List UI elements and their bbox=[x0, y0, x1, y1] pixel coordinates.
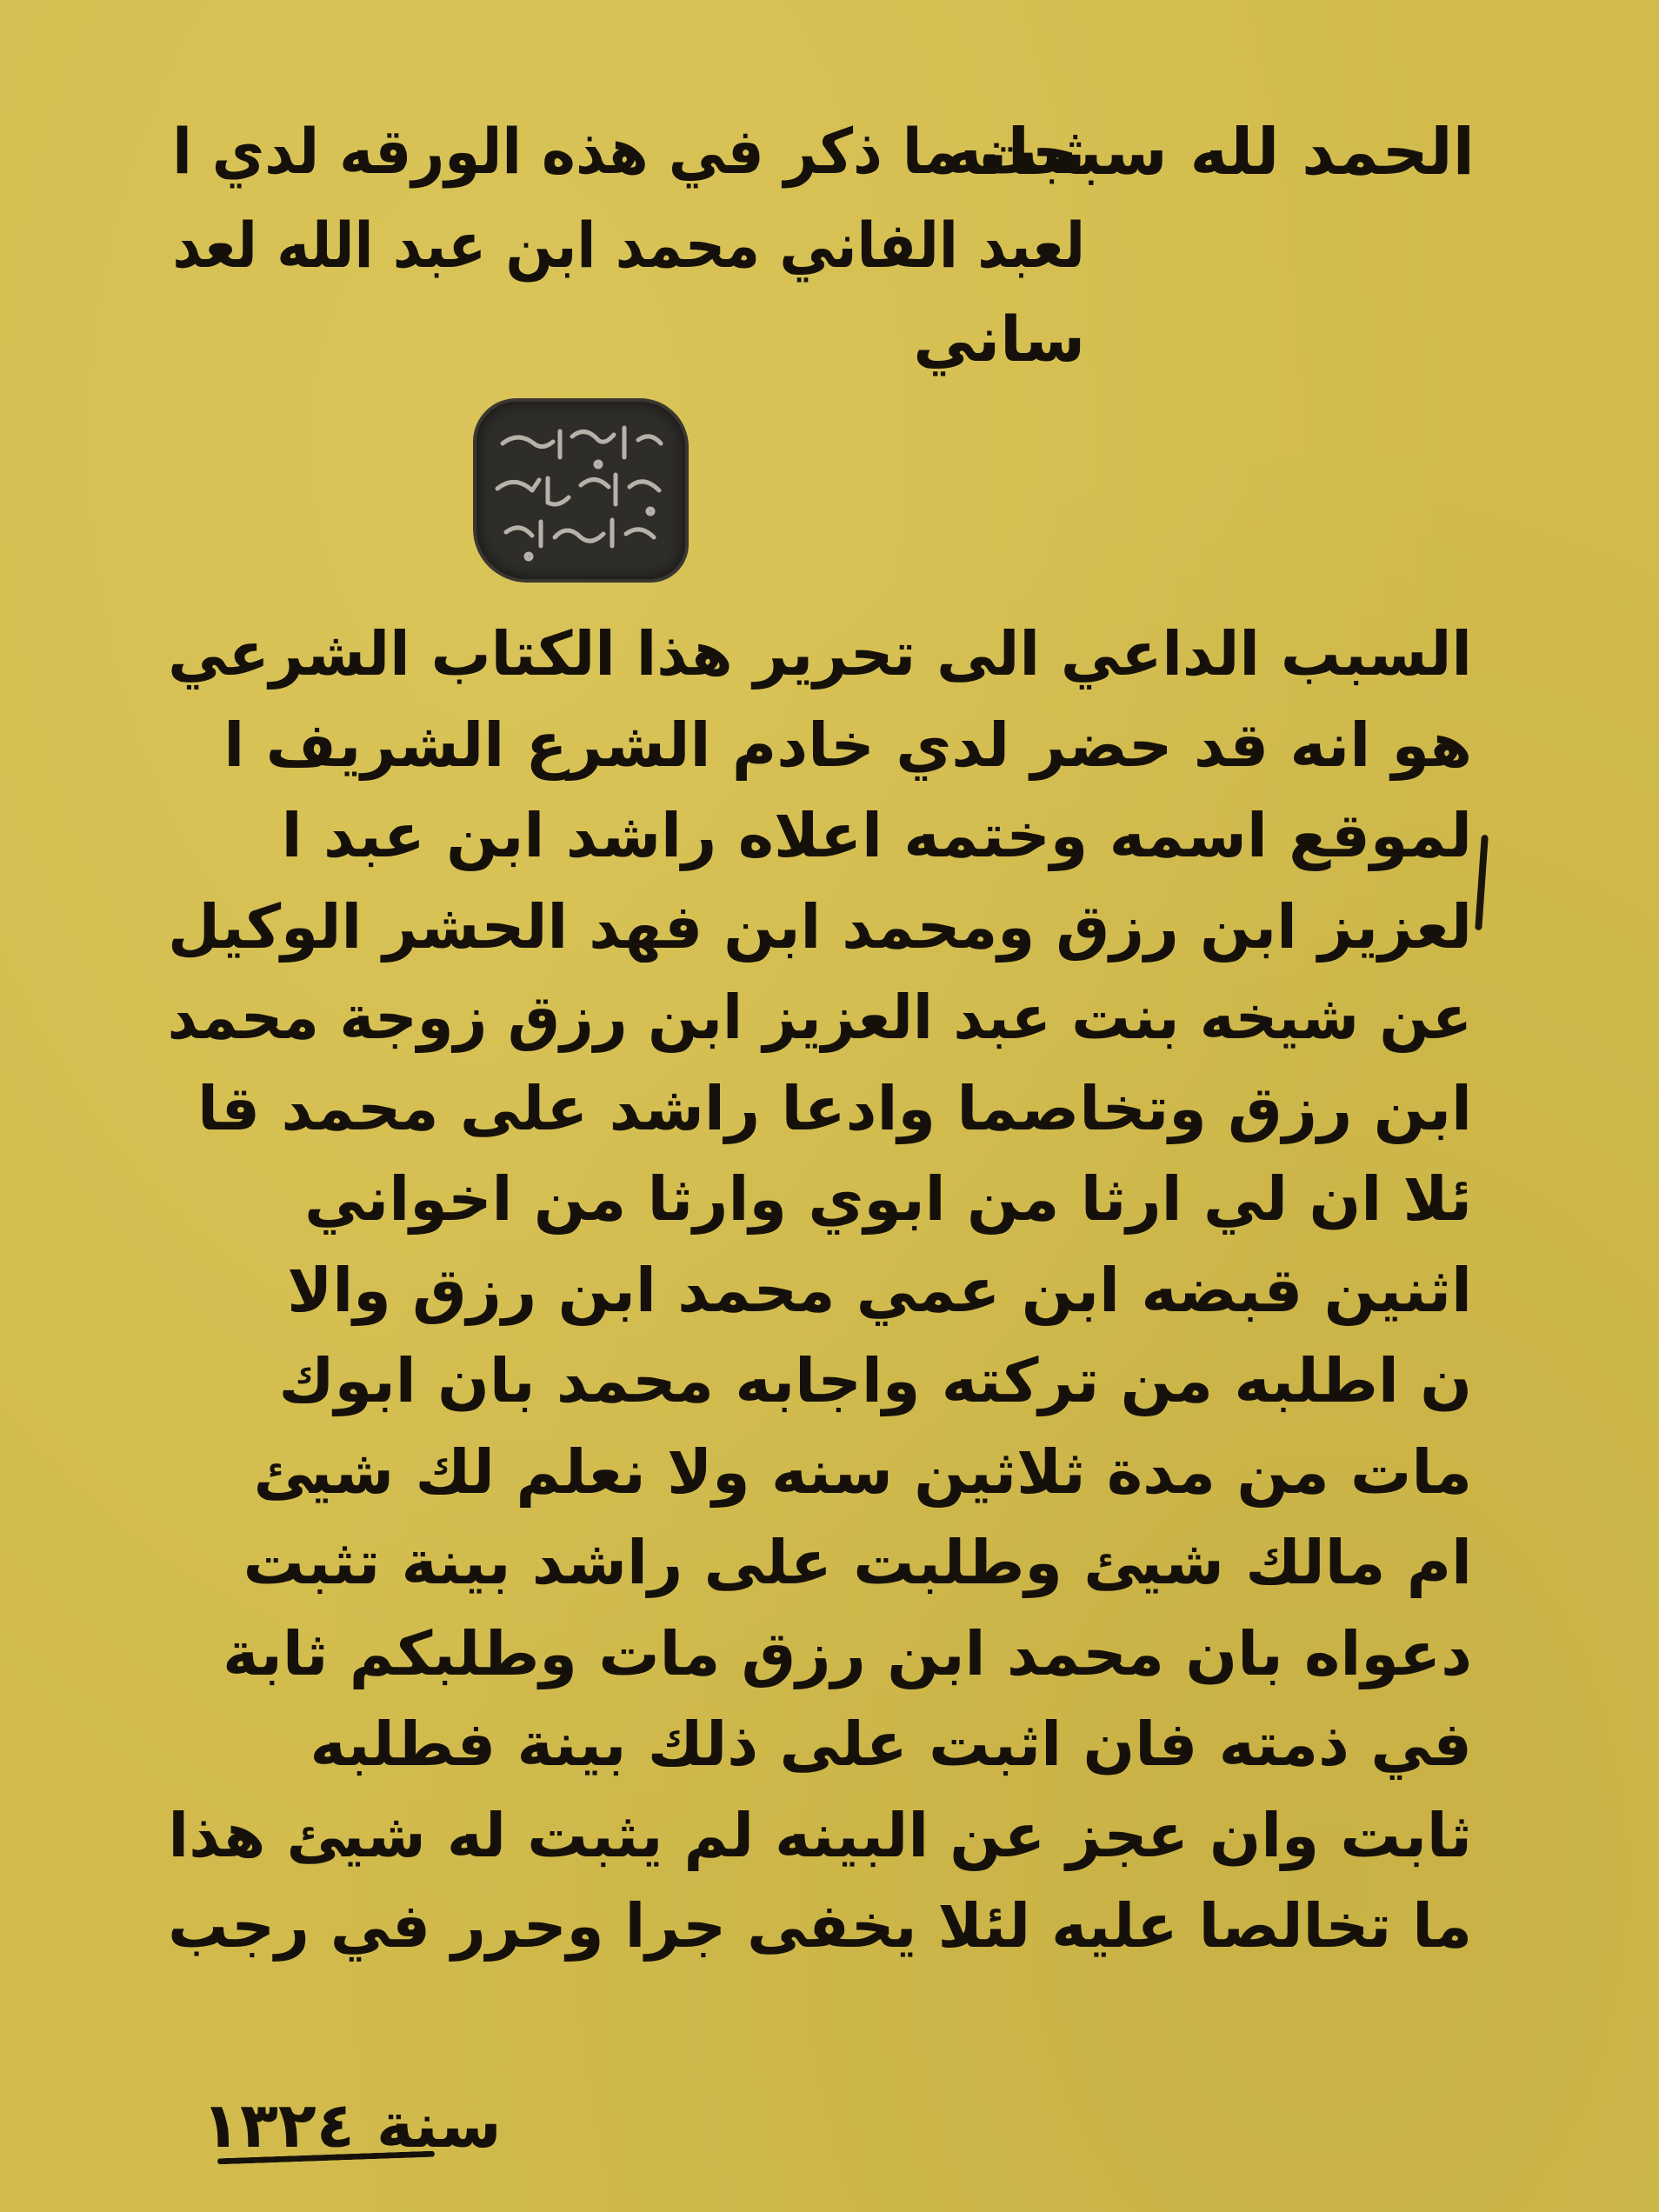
body-line: في ذمته فان اثبت على ذلك بينة فطلبه bbox=[310, 1709, 1472, 1780]
body-line: اثنين قبضه ابن عمي محمد ابن رزق والا bbox=[287, 1254, 1472, 1326]
body-line: ابن رزق وتخاصما وادعا راشد على محمد قا bbox=[197, 1072, 1472, 1144]
body-line: عن شيخه بنت عبد العزيز ابن رزق زوجة محمد bbox=[167, 982, 1472, 1053]
document-body bbox=[168, 609, 1472, 1972]
date-mark: سنة ١٣٢٤ bbox=[202, 2089, 502, 2162]
body-line: مات من مدة ثلاثين سنه ولا نعلم لك شيئ bbox=[253, 1436, 1472, 1508]
header-attestation bbox=[172, 104, 1085, 386]
body-line: ما تخالصا عليه لئلا يخفى جرا وحرر في رجب bbox=[168, 1890, 1472, 1962]
body-line: ام مالك شيئ وطلبت على راشد بينة تثبت bbox=[243, 1527, 1472, 1598]
body-line: دعواه بان محمد ابن رزق مات وطلبكم ثابة bbox=[223, 1617, 1472, 1689]
body-line: ن اطلبه من تركته واجابه محمد بان ابوك bbox=[278, 1345, 1472, 1416]
body-line: لموقع اسمه وختمه اعلاه راشد ابن عبد ا bbox=[281, 800, 1472, 871]
margin-stroke bbox=[1475, 835, 1489, 930]
header-line: ساني bbox=[913, 303, 1085, 376]
seal-stamp bbox=[476, 402, 685, 579]
header-opening: الحمد لله سبحانه bbox=[944, 115, 1475, 190]
body-line: لعزيز ابن رزق ومحمد ابن فهد الحشر الوكيل bbox=[167, 890, 1472, 963]
body-line: ئلا ان لي ارثا من ابوي وارثا من اخواني bbox=[304, 1163, 1472, 1235]
header-line: ثبت ما ذكر في هذه الورقه لدي ا bbox=[172, 115, 1086, 188]
seal-icon bbox=[476, 402, 685, 579]
body-line: ثابت وان عجز عن البينه لم يثبت له شيئ هذا bbox=[168, 1799, 1472, 1871]
body-line: السبب الداعي الى تحرير هذا الكتاب الشرعي bbox=[168, 618, 1473, 690]
body-line: هو انه قد حضر لدي خادم الشرع الشريف ا bbox=[223, 709, 1472, 781]
header-line: لعبد الفاني محمد ابن عبد الله لعد bbox=[172, 209, 1085, 282]
